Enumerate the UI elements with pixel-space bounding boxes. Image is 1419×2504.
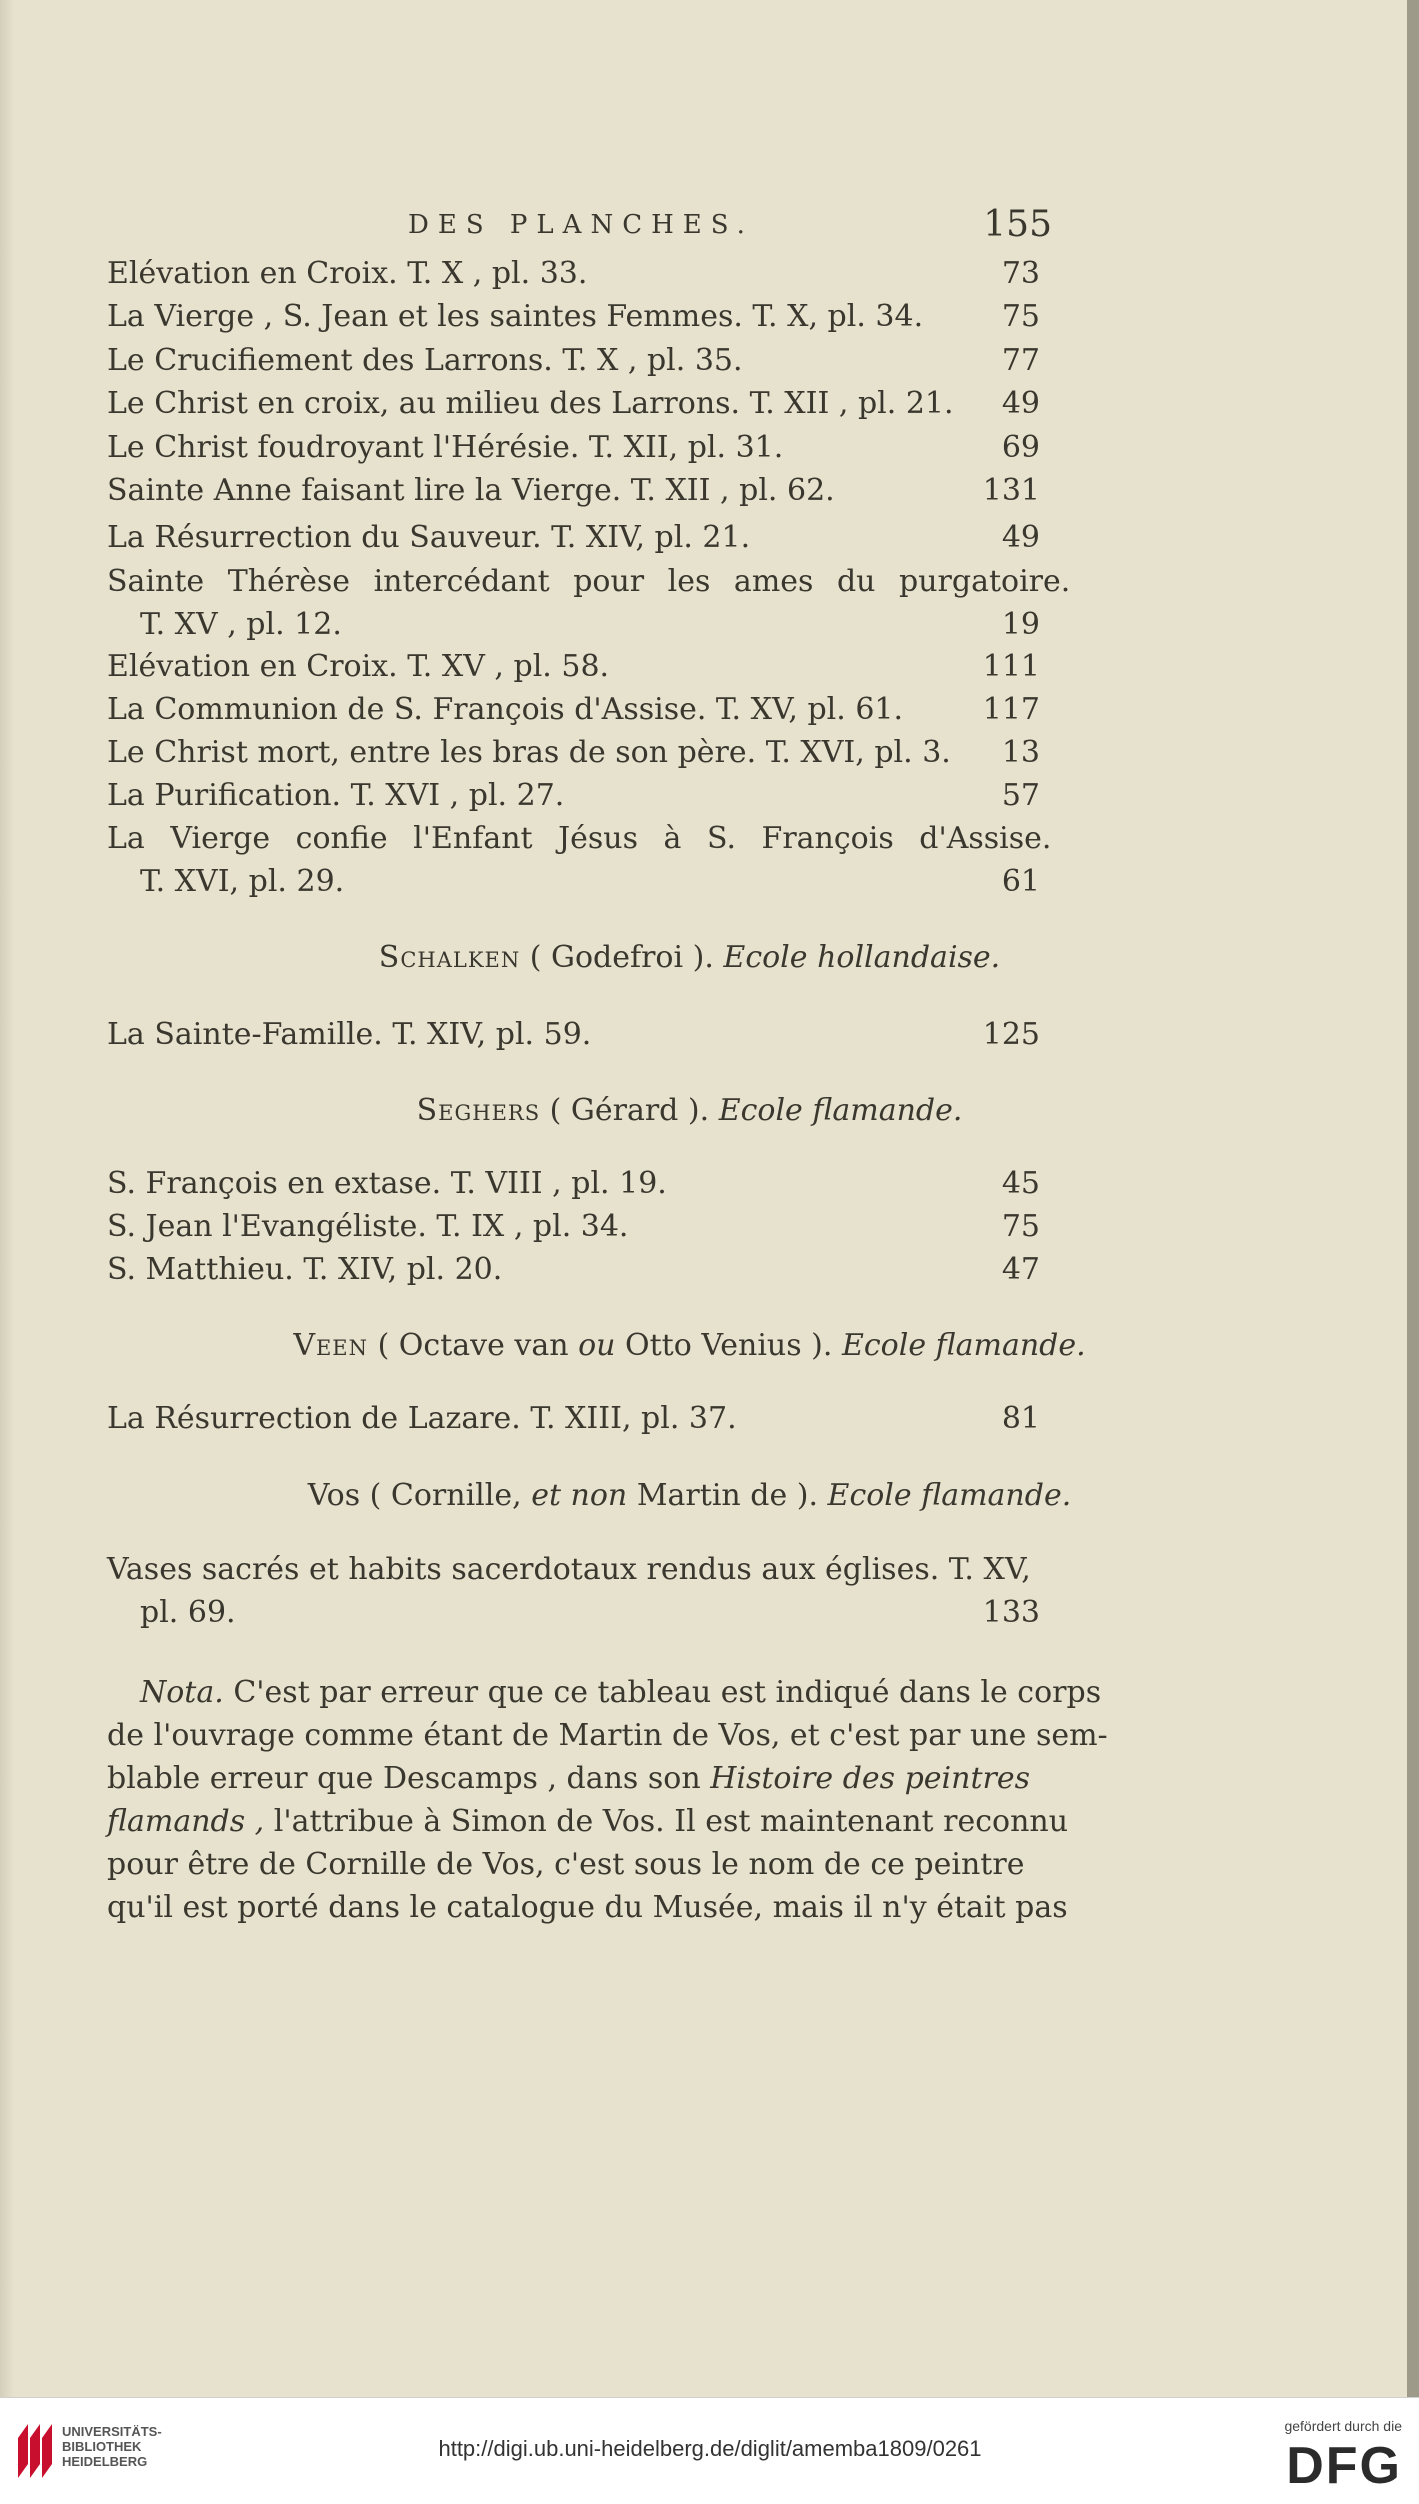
artist-name: Seghers (416, 1093, 541, 1128)
nota-paragraph-line: pour être de Cornille de Vos, c'est sous le nom de ce peintre (107, 1847, 1025, 1882)
list-item: Le Christ en croix, au milieu des Larrons. T. XII , pl. 21. 49 (107, 386, 1040, 421)
list-item: La Résurrection du Sauveur. T. XIV, pl. 21. 49 (107, 520, 1040, 555)
list-item: Elévation en Croix. T. X , pl. 33. 73 (107, 256, 1040, 291)
nota-paragraph-line: Nota. C'est par erreur que ce tableau est indiqué dans le corps (140, 1675, 1102, 1710)
artist-name: Veen (293, 1328, 369, 1363)
nota-paragraph-line: de l'ouvrage comme étant de Martin de Vos, et c'est par une sem- (107, 1718, 1108, 1753)
list-item: Sainte Anne faisant lire la Vierge. T. XII , pl. 62. 131 (107, 473, 1040, 508)
list-item: Vases sacrés et habits sacerdotaux rendus aux églises. T. XV, (107, 1552, 1031, 1587)
list-item: Sainte Thérèse intercédant pour les ames du purgatoire. (107, 564, 1071, 599)
nota-paragraph-line: qu'il est porté dans le catalogue du Musée, mais il n'y était pas (107, 1890, 1068, 1925)
list-item: La Résurrection de Lazare. T. XIII, pl. 37. 81 (107, 1401, 1040, 1436)
list-item: S. Matthieu. T. XIV, pl. 20. 47 (107, 1252, 1040, 1287)
list-item: La Vierge , S. Jean et les saintes Femmes. T. X, pl. 34. 75 (107, 299, 1040, 334)
dfg-logo: DFG (1286, 2437, 1402, 2495)
school-name: Ecole hollandaise. (723, 940, 1001, 975)
list-item: S. François en extase. T. VIII , pl. 19. 45 (107, 1166, 1040, 1201)
nota-paragraph-line: blable erreur que Descamps , dans son Histoire des peintres (107, 1761, 1031, 1796)
footer-bar (0, 2397, 1419, 2504)
list-item: T. XVI, pl. 29. 61 (140, 864, 1040, 899)
list-item: La Communion de S. François d'Assise. T. XV, pl. 61. 117 (107, 692, 1040, 727)
list-item: La Sainte-Famille. T. XIV, pl. 59. 125 (107, 1017, 1040, 1052)
list-item: La Purification. T. XVI , pl. 27. 57 (107, 778, 1040, 813)
university-library-logo-icon (14, 2418, 54, 2482)
running-title: DES PLANCHES. (408, 210, 754, 240)
school-name: Ecole flamande. (718, 1093, 963, 1128)
permalink-url[interactable]: http://digi.ub.uni-heidelberg.de/diglit/amemba1809/0261 (438, 2436, 982, 2461)
list-item: Le Christ foudroyant l'Hérésie. T. XII, pl. 31. 69 (107, 430, 1040, 465)
list-item: pl. 69. 133 (140, 1595, 1040, 1630)
page-number: 155 (983, 204, 1052, 245)
library-name: UNIVERSITÄTS- BIBLIOTHEK HEIDELBERG (62, 2424, 162, 2469)
list-item: S. Jean l'Evangéliste. T. IX , pl. 34. 75 (107, 1209, 1040, 1244)
list-item: T. XV , pl. 12. 19 (140, 607, 1040, 642)
nota-label: Nota. (140, 1675, 224, 1710)
school-name: Ecole flamande. (841, 1328, 1086, 1363)
section-heading-seghers: Seghers ( Gérard ). Ecole flamande. (416, 1093, 963, 1128)
list-item: Elévation en Croix. T. XV , pl. 58. 111 (107, 649, 1040, 684)
funded-by-label: gefördert durch die (1284, 2418, 1402, 2434)
list-item: La Vierge confie l'Enfant Jésus à S. François d'Assise. (107, 821, 1052, 856)
artist-name: Schalken (378, 940, 521, 975)
running-header (0, 204, 1419, 246)
section-heading-schalken: Schalken ( Godefroi ). Ecole hollandaise. (378, 940, 1001, 975)
section-heading-veen: Veen ( Octave van ou Otto Venius ). Ecole flamande. (293, 1328, 1086, 1363)
nota-paragraph-line: flamands , l'attribue à Simon de Vos. Il est maintenant reconnu (107, 1804, 1069, 1839)
list-item: Le Crucifiement des Larrons. T. X , pl. 35. 77 (107, 343, 1040, 378)
section-heading-vos: Vos ( Cornille, et non Martin de ). Ecole flamande. (307, 1478, 1072, 1513)
list-item: Le Christ mort, entre les bras de son père. T. XVI, pl. 3. 13 (107, 735, 1040, 770)
school-name: Ecole flamande. (827, 1478, 1072, 1513)
